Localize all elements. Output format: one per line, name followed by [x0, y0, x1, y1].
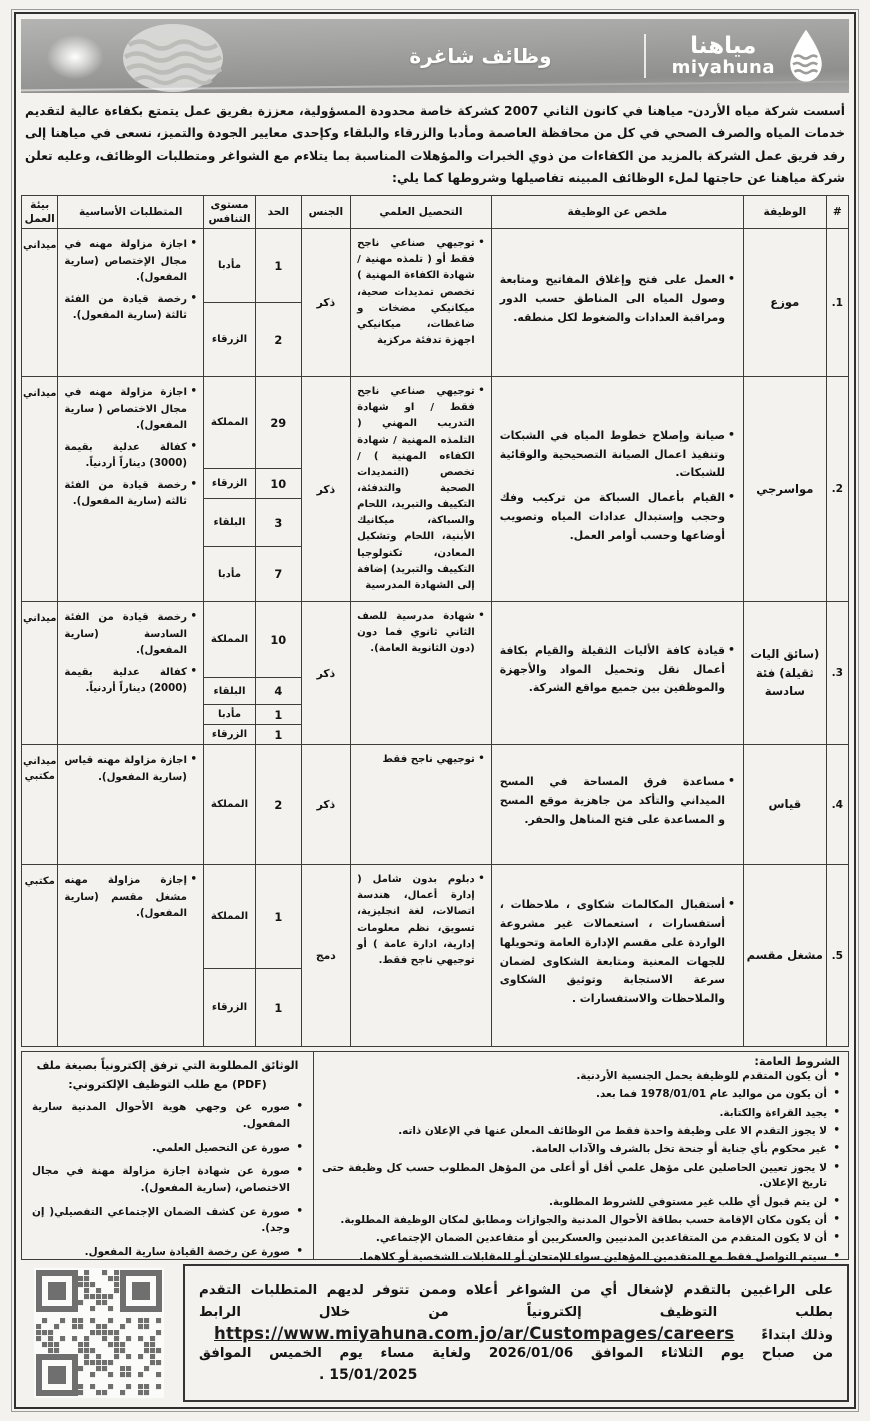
- bullet-item: • أن يكون من مواليد عام 1978/01/01 فما بعد.: [322, 1087, 840, 1103]
- bullet-item: • شهادة مدرسية للصف الثاني ثانوي فما دون (دون الثانوية العامة).: [357, 609, 485, 657]
- bullet-item: • صورة عن كشف الضمان الإجتماعي التفصيلي( إن وجد).: [32, 1204, 303, 1237]
- jobs-table: [21, 195, 849, 1048]
- job-summary: [491, 377, 743, 602]
- quota-count: 10: [256, 469, 301, 499]
- quota-count: 3: [256, 499, 301, 547]
- application-line-4: 15/01/2025 .: [319, 1367, 418, 1384]
- brand-name-latin: miyahuna: [671, 56, 775, 78]
- quota-count: 1: [256, 705, 301, 725]
- quota-count: 1: [256, 969, 301, 1047]
- brand-text: [672, 34, 775, 77]
- bullet-item: • رخصة قيادة من الفئة السادسة (سارية المفعول).: [64, 610, 197, 660]
- application-instructions-box: [183, 1264, 849, 1402]
- bullet-item: • صورة عن التحصيل العلمي.: [32, 1140, 303, 1157]
- bullet-item: • قيادة كافة الأليات الثقيلة والقيام بكافة أعمال نقل وتحميل المواد والأجهزة والموظفين بين جميع مواقع الشركة.: [500, 642, 735, 698]
- bullet-item: • صيانة وإصلاح خطوط المياه في الشبكات وتنفيذ اعمال الصيانة التصحيحية والوقائية للشبكات.: [500, 427, 735, 483]
- job-number: 4.: [826, 745, 848, 865]
- quota-location: المملكة: [203, 377, 255, 469]
- quota-count: 2: [256, 303, 301, 377]
- col-header-summary: ملخص عن الوظيفة: [491, 195, 743, 229]
- bullet-item: • كفالة عدلية بقيمة (2000) ديناراً أردنياً.: [64, 665, 197, 698]
- table-row: [22, 377, 849, 469]
- table-row: [22, 602, 849, 678]
- job-position: مواسرجي: [743, 377, 826, 602]
- job-gender: ذكر: [301, 377, 351, 602]
- quota-location: مأدبا: [203, 705, 255, 725]
- bullet-item: • يجيد القراءة والكتابة.: [322, 1106, 840, 1122]
- quota-count: 10: [256, 602, 301, 678]
- col-header-gender: الجنس: [301, 195, 351, 229]
- required-documents-title: الوثائق المطلوبة التي ترفق إلكترونياً بصيغة ملف (PDF) مع طلب التوظيف الإلكتروني:: [36, 1059, 299, 1091]
- job-gender: ذكر: [301, 229, 351, 377]
- brand-logo: [672, 28, 849, 84]
- bullet-item: • أستقبال المكالمات شكاوى ، ملاحظات ، أستفسارات ، استعمالات غير مشروعة الواردة على مقسم الإدارة العامة وتحويلها للجهات المعنية ومتابعة الشكاوى لضمان سرعة الاستجابة وتوثيق الشكاوى والملاحظات والاستفسارات .: [500, 896, 735, 1009]
- col-header-count: الحد: [256, 195, 301, 229]
- job-position: مشغل مقسم: [743, 865, 826, 1047]
- quota-location: المملكة: [203, 602, 255, 678]
- job-requirements: [58, 602, 204, 745]
- job-summary: [491, 865, 743, 1047]
- decor-wave-sphere: [121, 23, 225, 93]
- quota-location: البلقاء: [203, 499, 255, 547]
- job-requirements: [58, 865, 204, 1047]
- quota-count: 4: [256, 678, 301, 705]
- bullet-item: • اجازة مزاولة مهنه في مجال الإختصاص (سارية المفعول).: [64, 237, 197, 287]
- quota-count: 29: [256, 377, 301, 469]
- job-environment: ميداني: [22, 602, 58, 745]
- job-gender: ذكر: [301, 602, 351, 745]
- masthead-divider: [644, 34, 646, 78]
- quota-location: مأدبا: [203, 547, 255, 602]
- job-education: [351, 377, 492, 602]
- job-environment: ميداني: [22, 377, 58, 602]
- job-environment: ميداني: [22, 229, 58, 377]
- brand-name-arabic: مياهنا: [690, 33, 757, 60]
- bullet-item: • رخصة قيادة من الفئة ثالثه (سارية المفعول).: [64, 478, 197, 511]
- job-gender: دمج: [301, 865, 351, 1047]
- bullet-item: • أن يكون مكان الإقامة حسب بطاقة الأحوال المدنية والجوازات ومطابق لمكان الوظيفة المطلوبة.: [322, 1213, 840, 1229]
- job-number: 5.: [826, 865, 848, 1047]
- bullet-item: • إجازة مزاولة مهنه مشغل مقسم (سارية المفعول).: [64, 873, 197, 923]
- quota-count: 1: [256, 229, 301, 303]
- quota-location: المملكة: [203, 865, 255, 969]
- bullet-item: • لا يجوز تعيين الحاصلين على مؤهل علمي أقل أو أعلى من المؤهل المطلوب حسب كل وظيفة حتى تاريخ الإعلان.: [322, 1161, 840, 1193]
- table-header-row: [22, 195, 849, 229]
- general-conditions-title: الشروط العامة:: [754, 1055, 840, 1069]
- job-position: موزع: [743, 229, 826, 377]
- col-header-requirements: المتطلبات الأساسية: [58, 195, 204, 229]
- bullet-item: • كفالة عدلية بقيمة (3000) ديناراً أردنياً.: [64, 440, 197, 473]
- job-education: [351, 229, 492, 377]
- quota-location: الزرقاء: [203, 969, 255, 1047]
- bullet-item: • لا يجوز التقدم الا على وظيفة واحدة فقط من الوظائف المعلن عنها في الإعلان ذاته.: [322, 1124, 840, 1140]
- bullet-item: • توجيهي ناجح فقط: [357, 752, 485, 768]
- job-requirements: [58, 377, 204, 602]
- bullet-item: • اجازة مزاولة مهنه في مجال الاختصاص ( سارية المفعول).: [64, 385, 197, 435]
- application-line-1: على الراغبين بالتقدم لإشغال أي من الشواغر أعلاه وممن تتوفر لديهم المتطلبات التقدم: [199, 1283, 833, 1299]
- job-environment: ميداني مكتبي: [22, 745, 58, 865]
- job-position: قياس: [743, 745, 826, 865]
- col-header-num: #: [826, 195, 848, 229]
- job-number: 3.: [826, 602, 848, 745]
- bullet-item: • توجيهي صناعي ناجح فقط / او شهادة التدريب المهني ( التلمذه المهنية / شهادة الكفاءه المهنية ) / تخصص (التمديدات الصحية والتدفئة، التكييف والتبريد، اللحام والسباكة، ميكانيك الأبنية، اللحام وتشكيل المعادن، تكنولوجيا التكييف والتبريد) إضافة إلى الشهادة المدرسية: [357, 384, 485, 594]
- application-line-2: بطلب التوظيف إلكترونياً من خلال الرابط: [199, 1304, 833, 1320]
- table-row: [22, 745, 849, 865]
- bullet-item: • صورة عن شهادة اجازة مزاولة مهنة في مجال الاختصاص، (سارية المفعول).: [32, 1163, 303, 1196]
- job-summary: [491, 745, 743, 865]
- bullet-item: • صورة عن رخصة القيادة سارية المفعول.: [32, 1244, 303, 1261]
- water-drop-icon: [785, 28, 827, 84]
- quota-location: الزرقاء: [203, 469, 255, 499]
- job-education: [351, 602, 492, 745]
- bullet-item: • سيتم التواصل فقط مع المتقدمين المؤهلين سواء للإمتحان أو للمقابلات الشخصية أو كلاهما.: [322, 1250, 840, 1266]
- required-documents-list: [32, 1099, 303, 1260]
- bullet-item: • صوره عن وجهي هوية الأحوال المدنية سارية المفعول.: [32, 1099, 303, 1132]
- job-requirements: [58, 745, 204, 865]
- job-summary: [491, 602, 743, 745]
- start-label: وذلك ابتداءً: [761, 1327, 833, 1343]
- application-url-line: [199, 1324, 833, 1343]
- job-gender: ذكر: [301, 745, 351, 865]
- bullet-item: • مساعدة فرق المساحة في المسح الميداني والتأكد من جاهزية موقع المسح و المساعدة على فتح المناهل والحفر.: [500, 773, 735, 829]
- col-header-competition: مستوى التنافس: [203, 195, 255, 229]
- col-header-education: التحصيل العلمي: [351, 195, 492, 229]
- bullet-item: • دبلوم بدون شامل ( إدارة أعمال، هندسة اتصالات، لغة انجليزية، تسويق، نظم معلومات إدارية، ادارة عامة ) أو توجيهي ناجح فقط.: [357, 872, 485, 969]
- table-row: [22, 229, 849, 303]
- conditions-documents-section: [21, 1051, 849, 1263]
- bullet-item: • العمل على فتح وإغلاق المفاتيح ومتابعة وصول المياه الى المناطق حسب الدور ومراقبة العدادات والضغوط لكل منطقه.: [500, 271, 735, 327]
- col-header-environment: بيئة العمل: [22, 195, 58, 229]
- masthead: [21, 19, 849, 93]
- general-conditions: [314, 1052, 848, 1263]
- application-line-3: من صباح يوم الثلاثاء الموافق 2026/01/06 ولغاية مساء يوم الخميس الموافق: [199, 1345, 834, 1361]
- qr-code-area: [21, 1264, 177, 1402]
- qr-code: [34, 1268, 164, 1398]
- bullet-item: • توجيهي صناعي ناجح فقط أو ( تلمذه مهنية / شهادة الكفاءة المهنية ) تخصص تمديدات صحية، ميكانيكي مضخات و ضاغطات، ميكانيكي اجهزة تدفئة مركزية: [357, 236, 485, 349]
- job-education: [351, 865, 492, 1047]
- job-education: [351, 745, 492, 865]
- decor-glow-circle: [47, 35, 103, 79]
- quota-location: الزرقاء: [203, 303, 255, 377]
- job-requirements: [58, 229, 204, 377]
- bullet-item: • غير محكوم بأي جناية أو جنحة تخل بالشرف والآداب العامة.: [322, 1142, 840, 1158]
- quota-count: 7: [256, 547, 301, 602]
- careers-url-link[interactable]: https://www.miyahuna.com.jo/ar/Custompages/careers: [214, 1323, 735, 1343]
- job-position: (سائق اليات ثقيلة) فئة سادسة: [743, 602, 826, 745]
- job-number: 2.: [826, 377, 848, 602]
- quota-count: 2: [256, 745, 301, 865]
- required-documents: [22, 1052, 314, 1259]
- bullet-item: • أن يكون المتقدم للوظيفة يحمل الجنسية الأردنية.: [322, 1069, 840, 1085]
- quota-location: مأدبا: [203, 229, 255, 303]
- bullet-item: • القيام بأعمال السباكة من تركيب وفك وحجب وإستبدال عدادات المياه وتصويب أوضاعها وحسب أوامر العمل.: [500, 489, 735, 545]
- bullet-item: • رخصة قيادة من الفئة ثالثة (سارية المفعول).: [64, 292, 197, 325]
- bullet-item: • لن يتم قبول أي طلب غير مستوفي للشروط المطلوبة.: [322, 1195, 840, 1211]
- job-summary: [491, 229, 743, 377]
- quota-count: 1: [256, 725, 301, 745]
- job-number: 1.: [826, 229, 848, 377]
- quota-location: الزرقاء: [203, 725, 255, 745]
- bullet-item: • اجازة مزاولة مهنه قياس (سارية المفعول).: [64, 753, 197, 786]
- quota-location: المملكة: [203, 745, 255, 865]
- footer: [21, 1264, 849, 1402]
- col-header-position: الوظيفة: [743, 195, 826, 229]
- table-row: [22, 865, 849, 969]
- outer-frame: [14, 12, 856, 1409]
- quota-count: 1: [256, 865, 301, 969]
- quota-location: البلقاء: [203, 678, 255, 705]
- job-environment: مكتبي: [22, 865, 58, 1047]
- general-conditions-list: [322, 1069, 840, 1265]
- intro-paragraph: أسست شركة مياه الأردن- مياهنا في كانون الثاني 2007 كشركة خاصة محدودة المسؤولية، معززة بفريق عمل يتمتع بكفاءة عالية لتقديم خدمات المياه والصرف الصحي في كل من محافظة العاصمة ومأدبا والزرقاء والبلقاء وكإحدى معايير الجودة والتميز، نسعى في مياهنا إلى رفد فريق عمل الشركة بالمزيد من الكفاءات من ذوي الخبرات والمؤهلات المناسبة بما يتلاءم مع الشواغر ومتطلبات الوظائف، وعليه تعلن شركة مياهنا عن حاجتها لملء الوظائف المبينه تفاصيلها وشروطها كما يلي:: [25, 104, 845, 186]
- bullet-item: • أن لا يكون المتقدم من المتقاعدين المدنيين والعسكريين أو متقاعدين الضمان الإجتماعي.: [322, 1231, 840, 1247]
- vacancies-banner-title: وظائف شاغرة: [409, 44, 552, 68]
